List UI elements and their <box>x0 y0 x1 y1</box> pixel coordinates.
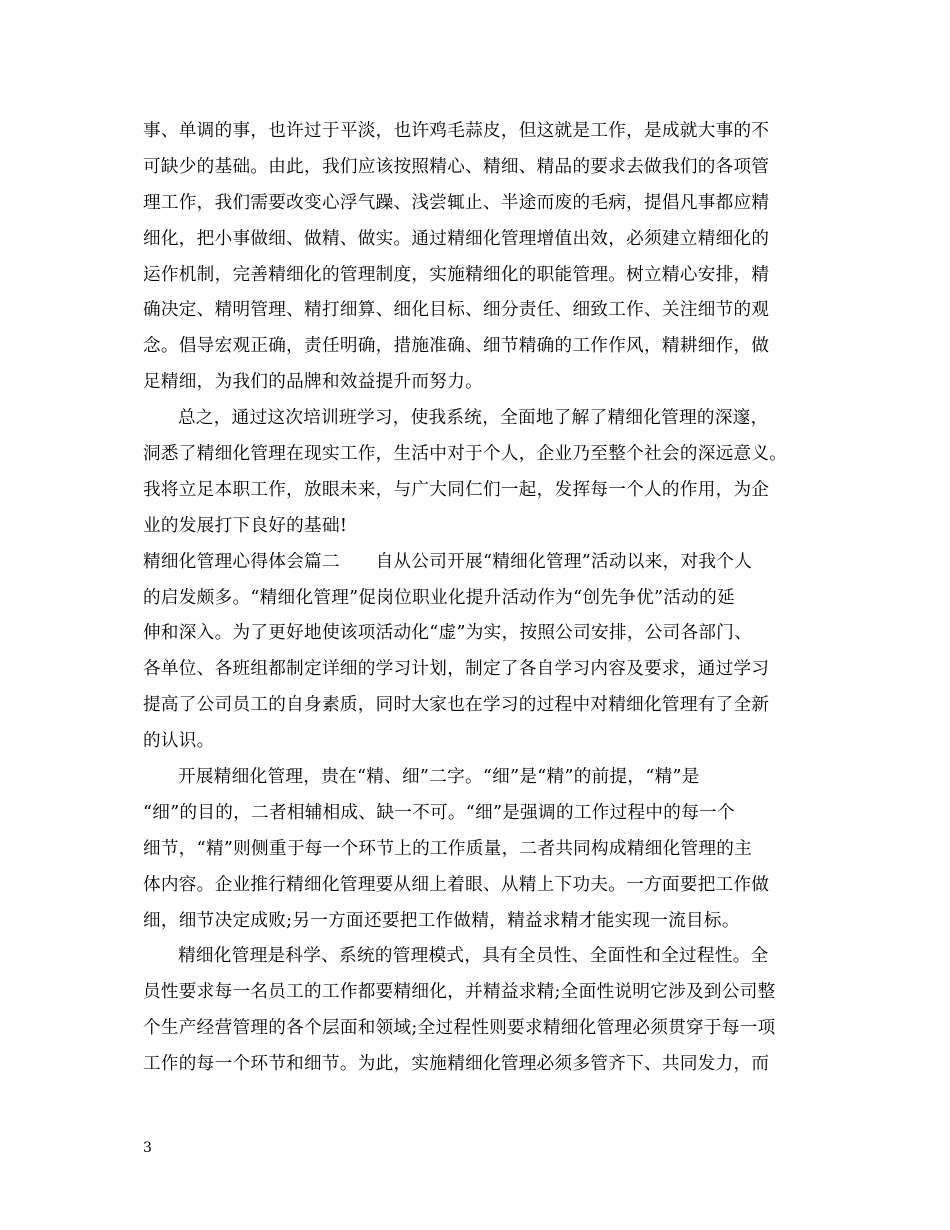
document-body <box>143 116 813 1085</box>
paragraph-start-line: 开展精细化管理，贵在“精、细”二字。“细”是“精”的前提，“精”是 <box>178 767 700 788</box>
text-line: 伸和深入。为了更好地使该项活动化“虚”为实，按照公司安排，公司各部门、 <box>143 623 753 644</box>
text-line: 的认识。 <box>143 731 215 752</box>
text-line: 业的发展打下良好的基础! <box>143 515 348 536</box>
text-line: 各单位、各班组都制定详细的学习计划，制定了各自学习内容及要求，通过学习 <box>143 659 770 680</box>
text-line: “细”的目的，二者相辅相成、缺一不可。“细”是强调的工作过程中的每一个 <box>143 802 735 823</box>
text-line: 事、单调的事，也许过于平淡，也许鸡毛蒜皮，但这就是工作，是成就大事的不 <box>143 121 770 141</box>
text-line: 我将立足本职工作，放眼未来，与广大同仁们一起，发挥每一个人的作用，为企 <box>143 479 770 500</box>
text-line: 提高了公司员工的自身素质，同时大家也在学习的过程中对精细化管理有了全新 <box>143 695 770 716</box>
text-line: 细，细节决定成败;另一方面还要把工作做精，精益求精才能实现一流目标。 <box>143 910 740 931</box>
text-line: 足精细，为我们的品牌和效益提升而努力。 <box>143 372 483 393</box>
text-line: 念。倡导宏观正确，责任明确，措施准确、细节精确的工作作风，精耕细作，做 <box>143 336 770 357</box>
text-line: 洞悉了精细化管理在现实工作，生活中对于个人，企业乃至整个社会的深远意义。 <box>143 444 788 465</box>
section-heading-line: 精细化管理心得体会篇二 自从公司开展“精细化管理”活动以来，对我个人 <box>143 551 753 572</box>
text-line: 细节，“精”则侧重于每一个环节上的工作质量，二者共同构成精细化管理的主 <box>143 838 753 859</box>
text-line: 个生产经营管理的各个层面和领域;全过程性则要求精细化管理必须贯穿于每一项 <box>143 1018 776 1039</box>
text-line: 可缺少的基础。由此，我们应该按照精心、精细、精品的要求去做我们的各项管 <box>143 156 770 177</box>
page-number: 3 <box>143 1140 152 1156</box>
text-line: 运作机制，完善精细化的管理制度，实施精细化的职能管理。树立精心安排，精 <box>143 264 770 285</box>
text-line: 工作的每一个环节和细节。为此，实施精细化管理必须多管齐下、共同发力，而 <box>143 1054 770 1075</box>
text-line: 的启发颇多。“精细化管理”促岗位职业化提升活动作为“创先争优”活动的延 <box>143 587 735 608</box>
text-line: 员性要求每一名员工的工作都要精细化，并精益求精;全面性说明它涉及到公司整 <box>143 982 776 1003</box>
text-line: 细化，把小事做细、做精、做实。通过精细化管理增值出效，必须建立精细化的 <box>143 228 770 249</box>
paragraph-start-line: 总之，通过这次培训班学习，使我系统，全面地了解了精细化管理的深邃， <box>178 408 769 429</box>
text-line: 理工作，我们需要改变心浮气躁、浅尝辄止、半途而废的毛病，提倡凡事都应精 <box>143 192 770 213</box>
text-line: 确决定、精明管理、精打细算、细化目标、细分责任、细致工作、关注细节的观 <box>143 300 770 321</box>
text-line: 体内容。企业推行精细化管理要从细上着眼、从精上下功夫。一方面要把工作做 <box>143 874 770 895</box>
paragraph-start-line: 精细化管理是科学、系统的管理模式，具有全员性、全面性和全过程性。全 <box>178 946 769 967</box>
